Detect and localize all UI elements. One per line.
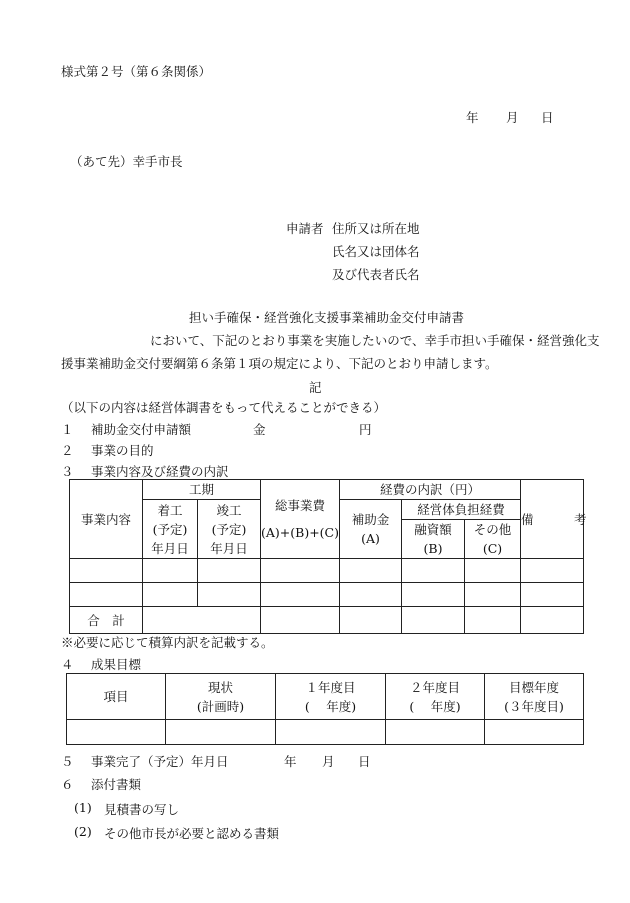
attachment-1-label: 見積書の写し <box>104 802 180 817</box>
table-cell[interactable] <box>261 607 340 634</box>
table-cell[interactable] <box>521 559 584 583</box>
item3-label: 事業内容及び経費の内訳 <box>91 464 229 479</box>
item5-day: 日 <box>358 754 371 769</box>
expense-header-end-3: 年月日 <box>210 540 248 556</box>
item5-month: 月 <box>322 754 335 769</box>
expense-header-end-2: (予定) <box>211 521 247 537</box>
expense-header-start-1: 着工 <box>157 502 183 518</box>
document-title: 担い手確保・経営強化支援事業補助金交付申請書 <box>189 310 465 325</box>
target-header-current-2: (計画時) <box>196 698 245 714</box>
item4-label: 成果目標 <box>91 657 142 672</box>
item1-label: 補助金交付申請額 <box>91 422 192 437</box>
target-header-year1 <box>276 674 386 720</box>
target-header-target-year <box>485 674 584 720</box>
target-header-year2-1: ２年度目 <box>409 679 460 695</box>
table-row <box>70 583 584 607</box>
table-cell[interactable] <box>143 583 198 607</box>
expense-header-start-3: 年月日 <box>151 540 189 556</box>
table-cell[interactable] <box>340 583 402 607</box>
date-day-label: 日 <box>541 110 554 125</box>
target-header-year1-2: ( 年度) <box>304 698 357 714</box>
attachment-2-number: (2) <box>74 824 92 839</box>
target-header-year1-1: １年度目 <box>305 679 356 695</box>
item1-yen: 円 <box>359 422 372 437</box>
table-cell[interactable] <box>340 607 402 634</box>
item1-number: １ <box>61 422 74 437</box>
table-cell[interactable] <box>276 720 386 745</box>
expense-header-content: 事業内容 <box>70 480 143 559</box>
table-row <box>70 559 584 583</box>
table-cell[interactable] <box>198 583 261 607</box>
table-cell[interactable] <box>386 720 485 745</box>
item4-number: ４ <box>61 657 74 672</box>
item1-kin: 金 <box>253 422 266 437</box>
item2-label: 事業の目的 <box>91 443 154 458</box>
total-row <box>70 607 584 634</box>
addressee: （あて先）幸手市長 <box>70 154 183 169</box>
table-cell[interactable] <box>143 607 261 634</box>
date-year-label: 年 <box>466 110 479 125</box>
expense-header-other <box>465 520 521 559</box>
expense-header-total <box>261 480 340 559</box>
table-cell[interactable] <box>465 583 521 607</box>
expense-header-other-1: その他 <box>473 522 512 537</box>
table-cell[interactable] <box>261 583 340 607</box>
attachment-2-label: その他市長が必要と認める書類 <box>104 826 280 841</box>
note-substitute: （以下の内容は経営体調書をもって代えることができる） <box>61 400 387 415</box>
table-cell[interactable] <box>198 559 261 583</box>
note-breakdown: ※必要に応じて積算内訳を記載する。 <box>61 635 274 650</box>
expense-header-breakdown: 経費の内訳（円） <box>340 480 521 500</box>
table-cell[interactable] <box>70 559 143 583</box>
table-cell[interactable] <box>402 583 465 607</box>
table-cell[interactable] <box>67 720 166 745</box>
table-cell[interactable] <box>465 607 521 634</box>
item3-number: ３ <box>61 464 74 479</box>
applicant-representative-label: 及び代表者氏名 <box>332 267 420 282</box>
expense-header-total-1: 総事業費 <box>275 498 326 513</box>
table-cell[interactable] <box>261 559 340 583</box>
target-header-item: 項目 <box>67 674 166 720</box>
target-header-year2-2: ( 年度) <box>409 698 461 714</box>
expense-header-subsidy-1: 補助金 <box>351 512 390 527</box>
expense-header-subsidy-2: (A) <box>361 531 380 546</box>
expense-header-total-2: (A)+(B)+(C) <box>261 525 340 540</box>
item6-number: ６ <box>61 777 74 792</box>
expense-header-other-2: (C) <box>482 541 503 556</box>
applicant-address-label: 住所又は所在地 <box>332 221 420 236</box>
item5-number: ５ <box>61 754 74 769</box>
expense-table <box>69 479 601 634</box>
expense-header-period: 工期 <box>143 480 261 500</box>
expense-header-remarks: 備 考 <box>521 480 584 559</box>
applicant-label: 申請者 <box>286 221 324 236</box>
expense-header-subsidy <box>340 500 402 559</box>
form-number: 様式第２号（第６条関係） <box>61 64 212 79</box>
expense-header-loan-2: (B) <box>423 541 443 556</box>
table-cell[interactable] <box>166 720 276 745</box>
attachment-1-number: (1) <box>74 800 92 815</box>
target-header-target-1: 目標年度 <box>508 679 559 695</box>
expense-header-end-1: 竣工 <box>216 502 242 518</box>
table-cell[interactable] <box>340 559 402 583</box>
expense-header-loan-1: 融資額 <box>414 522 452 537</box>
table-cell[interactable] <box>70 583 143 607</box>
target-header-current <box>166 674 276 720</box>
target-header-year2 <box>386 674 485 720</box>
table-cell[interactable] <box>521 583 584 607</box>
item5-year: 年 <box>284 754 297 769</box>
item5-label: 事業完了（予定）年月日 <box>91 754 229 769</box>
table-cell[interactable] <box>402 559 465 583</box>
table-cell[interactable] <box>521 607 584 634</box>
target-header-target-2: (３年度目) <box>504 698 564 714</box>
item2-number: ２ <box>61 443 74 458</box>
table-cell[interactable] <box>485 720 584 745</box>
date-month-label: 月 <box>506 110 519 125</box>
ki-heading: 記 <box>309 380 322 395</box>
target-table <box>66 673 584 745</box>
target-header-current-1: 現状 <box>207 679 233 695</box>
expense-header-loan <box>402 520 465 559</box>
table-row <box>67 720 584 745</box>
expense-header-burden: 経営体負担経費 <box>402 500 521 520</box>
item6-label: 添付書類 <box>91 777 142 792</box>
table-cell[interactable] <box>402 607 465 634</box>
body-line-1: において、下記のとおり事業を実施したいので、幸手市担い手確保・経営強化支 <box>150 333 600 348</box>
body-line-2: 援事業補助金交付要綱第６条第１項の規定により、下記のとおり申請します。 <box>61 356 498 371</box>
table-cell[interactable] <box>465 559 521 583</box>
expense-header-start <box>143 500 198 559</box>
applicant-name-label: 氏名又は団体名 <box>332 244 420 259</box>
expense-header-start-2: (予定) <box>152 521 188 537</box>
expense-header-end <box>198 500 261 559</box>
expense-total-label: 合 計 <box>70 607 143 634</box>
table-cell[interactable] <box>143 559 198 583</box>
